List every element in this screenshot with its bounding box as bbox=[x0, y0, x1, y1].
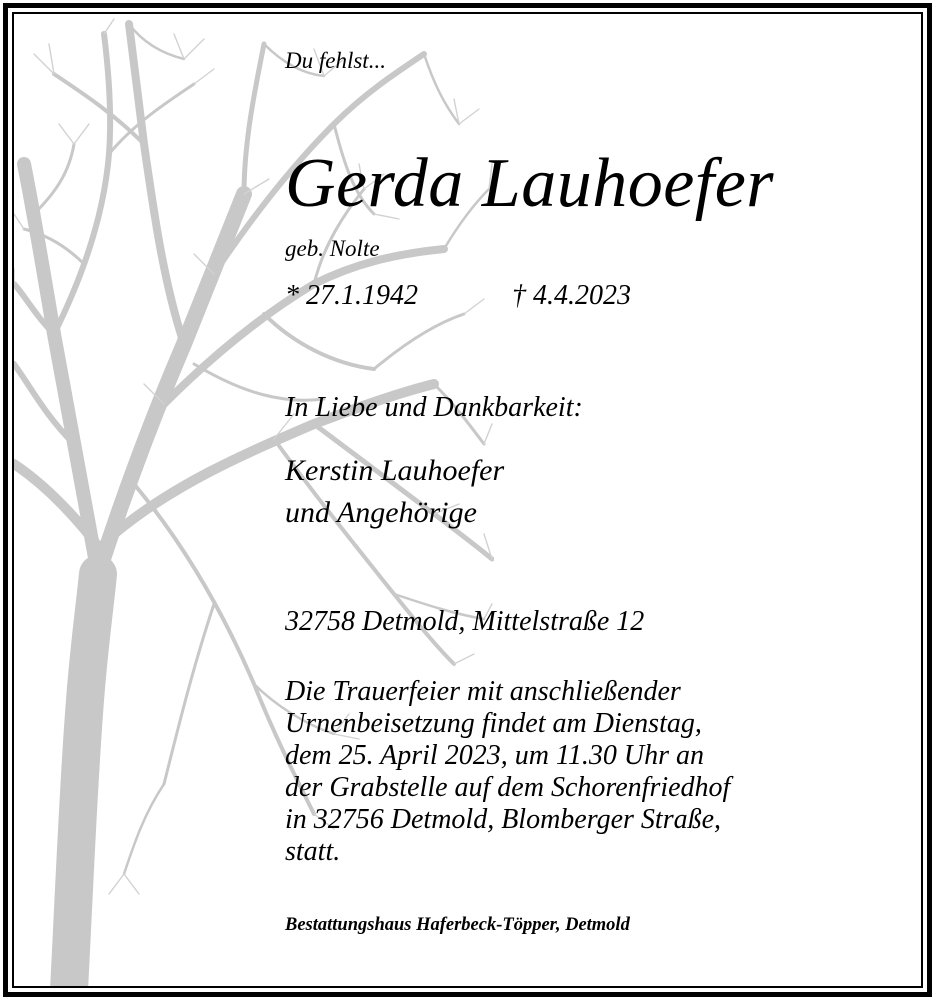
birth-date: * 27.1.1942 bbox=[285, 280, 418, 311]
ceremony-details bbox=[285, 676, 730, 868]
ceremony-line: in 32756 Detmold, Blomberger Straße, bbox=[285, 804, 722, 835]
ceremony-line: dem 25. April 2023, um 11.30 Uhr an bbox=[285, 740, 704, 771]
ceremony-line: statt. bbox=[285, 836, 341, 867]
intro-line: Du fehlst... bbox=[285, 48, 386, 73]
address: 32758 Detmold, Mittelstraße 12 bbox=[285, 606, 645, 637]
deceased-name: Gerda Lauhoefer bbox=[285, 145, 775, 222]
ceremony-line: der Grabstelle auf dem Schorenfriedhof bbox=[285, 772, 731, 803]
maiden-name: geb. Nolte bbox=[285, 236, 380, 261]
mourner-line: Kerstin Lauhoefer bbox=[285, 454, 505, 487]
ceremony-line: Die Trauerfeier mit anschließender bbox=[285, 676, 681, 707]
mourners bbox=[285, 450, 504, 534]
undertaker: Bestattungshaus Haferbeck-Töpper, Detmold bbox=[285, 915, 630, 935]
mourner-line: und Angehörige bbox=[285, 496, 477, 529]
life-dates bbox=[285, 280, 631, 312]
ceremony-line: Urnenbeisetzung findet am Dienstag, bbox=[285, 708, 702, 739]
death-date: † 4.4.2023 bbox=[512, 280, 631, 311]
thanks-heading: In Liebe und Dankbarkeit: bbox=[285, 392, 583, 423]
